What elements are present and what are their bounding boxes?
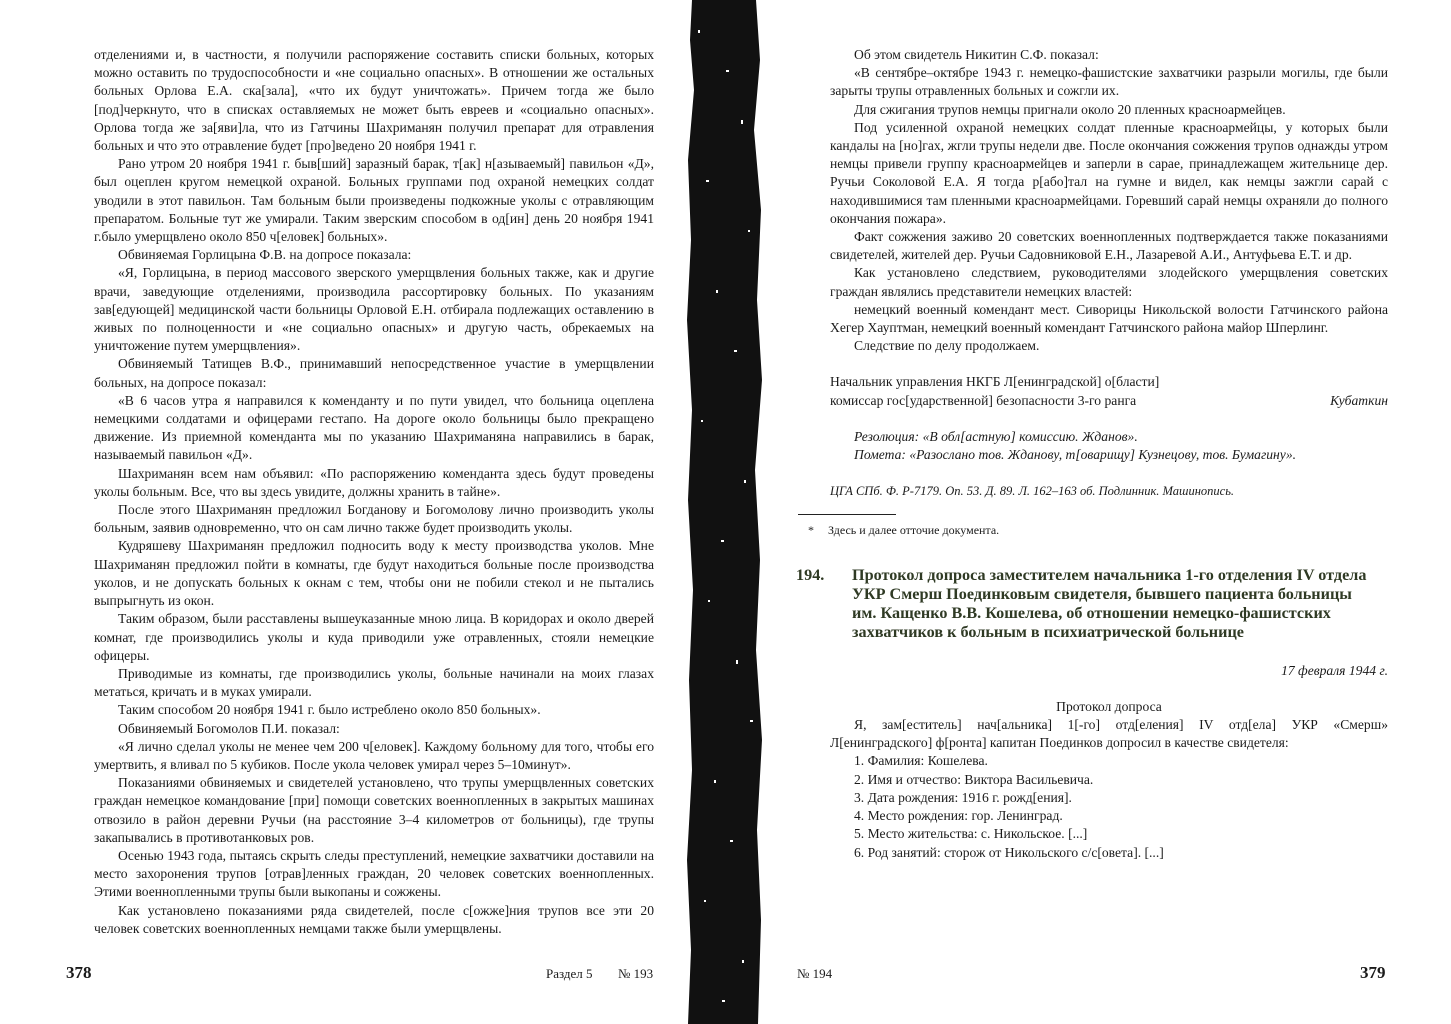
book-spine-gutter xyxy=(686,0,764,1024)
footnote xyxy=(808,521,1388,539)
running-document-number: № 193 xyxy=(618,966,654,981)
resolution: Резолюция: «В обл[астную] комиссию. Жданов». xyxy=(854,428,1138,444)
footnote-rule xyxy=(798,514,896,515)
paragraph: Для сжигания трупов немцы пригнали около 20 пленных красноармейцев. xyxy=(854,101,1286,117)
paragraph: Шахриманян всем нам объявил: «По распоряжению коменданта здесь будут проведены уколы больным. Все, что вы здесь увидите, должны хранить в тайне». xyxy=(94,465,654,499)
paragraph: Кудряшеву Шахриманян предложил подносить воду к месту производства уколов. Мне Шахриманян предложил пойти в комнаты, где будут находиться больные после производства уколов, и не допускать больных к окнам с тем, чтобы они не побили стекол и не пытались выпрыгнуть из окон. xyxy=(94,538,654,609)
paragraph: немецкий военный комендант мест. Сиворицы Никольской волости Гатчинского района Хегер Хауптман, немецкий военный комендант Гатчинского района майор Шперлинг. xyxy=(830,301,1388,336)
footnote-text: Здесь и далее отточие документа. xyxy=(828,523,1000,538)
signature-block xyxy=(830,373,1388,409)
signatory-name: Кубаткин xyxy=(1330,392,1388,408)
protocol-intro: Я, зам[еститель] нач[альника] 1[-го] отд[еления] IV отд[ела] УКР «Смерш» Л[енинградского] ф[ронта] капитан Поединков допросил в качестве свидетеля: xyxy=(830,717,1388,751)
paragraph: отделениями и, в частности, я получили распоряжение составить списки больных, которых можно оставить по трудоспособности и «не социально опасных». В отношении же остальных больных Орлова Е.А. ска[зала], «что их будут уничтожать». Причем тогда же было [под]черкнуто, что в списках оставляемых не может быть евреев и «социально опасных». Орлова тогда же за[яви]ла, что из Гатчины Шахриманян получил препарат для отравления больных и что это отравление будет [про]ведено 20 ноября 1941 г. xyxy=(94,47,654,154)
list-item: 5. Место жительства: с. Никольское. [...] xyxy=(854,826,1088,842)
signature-row xyxy=(830,392,1388,410)
paragraph: «Я лично сделал уколы не менее чем 200 ч[еловек]. Каждому больному для того, чтобы его умертвить, я вливал по 5 кубиков. После укола человек умирал через 5–10минут». xyxy=(94,738,654,772)
paragraph: Приводимые из комнаты, где производились уколы, больные начинали на моих глазах метаться, кричать и в муках умирали. xyxy=(94,665,654,700)
paragraph: Под усиленной охраной немецких солдат пленные красноармейцы, у которых были кандалы на [но]гах, жгли трупы недели две. После окончания сожжения трупов однажды утром немцы привели группу красноармейцев и заперли в сарае, принадлежащем жительнице дер. Ручьи Соколовой Е.А. Я тогда р[або]тал на гумне и видел, как немцы зажгли сарай с находившимися там пленными красноармейцами. Горевший сарай немцы охраняли до полного окончания пожара». xyxy=(830,119,1388,226)
paragraph: Таким способом 20 ноября 1941 г. было истреблено около 850 больных». xyxy=(118,702,541,718)
signature-line-1: Начальник управления НКГБ Л[енинградской] о[бласти] xyxy=(830,374,1160,390)
resolution-block xyxy=(830,428,1388,464)
paragraph: «Я, Горлицына, в период массового зверского умерщвления больных также, как и другие врачи, заведующие отделениями, производила рассортировку больных. По указаниям зав[едующей] медицинской части больницы Орловой Е.Н. отбирала подлежащих оставлению в живых по полноценности и «не социально опасных» и другую часть, обрекаемых на уничтожение путем умерщвления». xyxy=(94,265,654,354)
left-page xyxy=(0,0,686,1024)
list-item: 3. Дата рождения: 1916 г. рожд[ения]. xyxy=(854,789,1072,805)
paragraph: Факт сожжения заживо 20 советских военнопленных подтверждается также показаниями свидетелей, жителей дер. Ручьи Садовниковой Е.Н., Лазаревой А.И., Антуфьева Е.Т. и др. xyxy=(830,229,1388,263)
list-item: 6. Род занятий: сторож от Никольского с/с[овета]. [...] xyxy=(854,844,1164,860)
note: Помета: «Разослано тов. Жданову, т[оварищу] Кузнецову, тов. Бумагину». xyxy=(854,447,1297,463)
paragraph: Как установлено показаниями ряда свидетелей, после с[ожже]ния трупов все эти 20 человек советских военнопленных немцами также были умерщвлены. xyxy=(94,902,654,936)
right-text-column xyxy=(796,46,1388,862)
paragraph: «В 6 часов утра я направился к коменданту и по пути увидел, что больница оцеплена немецкими солдатами и офицерами гестапо. На дороге около больницы было прекращено движение. Из приемной коменданта мы по указанию Шахриманяна направились в барак, называемый павильон «Д». xyxy=(94,392,654,463)
document-number: 194. xyxy=(796,565,825,584)
signature-line-2: комиссар гос[ударственной] безопасности 3-го ранга xyxy=(830,392,1137,408)
document-heading xyxy=(796,566,1388,642)
paragraph: Об этом свидетель Никитин С.Ф. показал: xyxy=(854,47,1099,62)
paragraph: Показаниями обвиняемых и свидетелей установлено, что трупы умерщвленных советских граждан немецкое командование [при] помощи советских военнопленных в закрытых машинах отвозило в район деревни Ручьи (на расстояние 3–4 километров от больницы), где трупы закапывались в противотанковых ров. xyxy=(94,775,654,845)
footnote-mark: * xyxy=(808,523,814,538)
list-item: 1. Фамилия: Кошелева. xyxy=(854,753,988,769)
paragraph: Обвиняемый Татищев В.Ф., принимавший непосредственное участие в умерщвлении больных, на допросе показал: xyxy=(94,356,654,390)
paragraph: Обвиняемая Горлицына Ф.В. на допросе показала: xyxy=(118,247,412,263)
spine-texture xyxy=(686,0,764,1024)
paragraph: «В сентябре–октябре 1943 г. немецко-фашистские захватчики разрыли могилы, где были зарыты трупы отравленных больных и сожгли их. xyxy=(830,65,1388,99)
paragraph: Как установлено следствием, руководителями злодейского умерщвления советских граждан являлись представители немецких властей: xyxy=(830,265,1388,299)
running-document-number-right: № 194 xyxy=(797,966,833,981)
page-number-right: 379 xyxy=(1360,963,1386,982)
document-title: Протокол допроса заместителем начальника 1-го отделения IV отдела УКР Смерш Поединковым свидетеля, бывшего пациента больницы им. Кащенко В.В. Кошелева, об отношении немецко-фашистских захватчиков к больным в психиатрической больнице xyxy=(852,565,1367,641)
archive-reference: ЦГА СПб. Ф. Р-7179. Оп. 53. Д. 89. Л. 162–163 об. Подлинник. Машинопись. xyxy=(830,484,1235,499)
document-date: 17 февраля 1944 г. xyxy=(1281,662,1388,678)
page-number-left: 378 xyxy=(66,963,92,982)
running-section: Раздел 5 xyxy=(546,966,593,981)
list-item: 2. Имя и отчество: Виктора Васильевича. xyxy=(854,771,1094,787)
paragraph: После этого Шахриманян предложил Богданову и Богомолову лично производить уколы больным, заявив одновременно, что он сам лично также будет производить уколы. xyxy=(94,502,654,536)
paragraph: Следствие по делу продолжаем. xyxy=(854,338,1040,354)
list-item: 4. Место рождения: гор. Ленинград. xyxy=(854,808,1063,824)
paragraph: Таким образом, были расставлены вышеуказанные мною лица. В коридорах и около дверей комнат, где производились уколы и куда приводили уже отравленных, стояли немецкие офицеры. xyxy=(94,611,654,663)
paragraph: Осенью 1943 года, пытаясь скрыть следы преступлений, немецкие захватчики доставили на место захоронения трупов [отрав]ленных граждан, 20 человек советских военнопленных. Этими военнопленными трупы были выкопаны и сожжены. xyxy=(94,847,654,900)
paragraph: Обвиняемый Богомолов П.И. показал: xyxy=(118,720,340,736)
left-text-column xyxy=(94,46,654,938)
paragraph: Рано утром 20 ноября 1941 г. быв[ший] заразный барак, т[ак] н[азываемый] павильон «Д», был оцеплен кругом немецкой охраной. Больных группами под охраной немецких солдат уводили в этот павильон. Там больным были произведены подкожные уколы с отравляющим препаратом. Больные тут же умирали. Таким зверским способом в од[ин] день 20 ноября 1941 г.было умерщвлено около 850 ч[еловек] больных». xyxy=(94,156,654,245)
protocol-heading: Протокол допроса xyxy=(1056,698,1162,714)
